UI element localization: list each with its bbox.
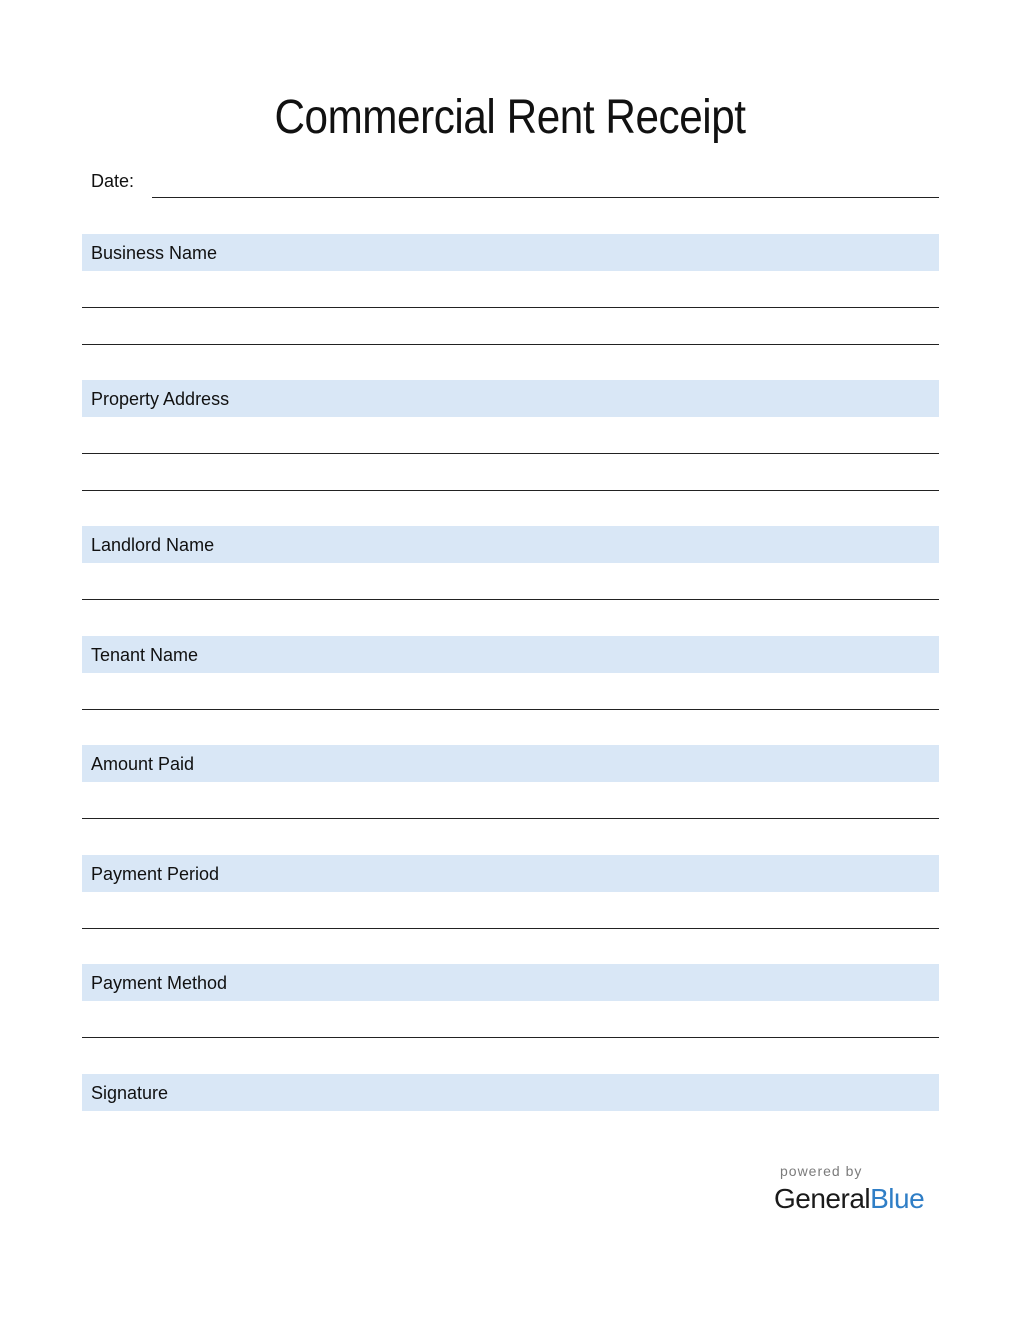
powered-by-text: powered by <box>780 1163 863 1179</box>
section-property-address <box>82 380 939 417</box>
section-label: Landlord Name <box>91 535 215 555</box>
property-address-line-2[interactable] <box>82 490 939 491</box>
page-title: Commercial Rent Receipt <box>274 91 746 144</box>
section-landlord-name <box>82 526 939 563</box>
property-address-line-1[interactable] <box>82 453 939 454</box>
section-payment-period <box>82 855 939 892</box>
date-line[interactable] <box>152 197 939 198</box>
section-tenant-name <box>82 636 939 673</box>
brand-name-blue: Blue <box>870 1183 925 1214</box>
section-label: Payment Method <box>91 973 228 993</box>
section-label: Signature <box>91 1083 169 1103</box>
payment-period-line[interactable] <box>82 928 939 929</box>
payment-method-line[interactable] <box>82 1037 939 1038</box>
amount-paid-line[interactable] <box>82 818 939 819</box>
section-signature <box>82 1074 939 1111</box>
business-name-line-2[interactable] <box>82 344 939 345</box>
section-business-name <box>82 234 939 271</box>
tenant-name-line[interactable] <box>82 709 939 710</box>
section-amount-paid <box>82 745 939 782</box>
section-label: Payment Period <box>91 864 220 884</box>
section-label: Property Address <box>91 389 230 409</box>
section-label: Business Name <box>91 243 218 263</box>
section-label: Tenant Name <box>91 645 199 665</box>
landlord-name-line[interactable] <box>82 599 939 600</box>
brand-name-general: General <box>774 1183 871 1214</box>
date-label: Date: <box>91 171 135 191</box>
section-label: Amount Paid <box>91 754 195 774</box>
brand-name <box>774 1182 924 1216</box>
business-name-line-1[interactable] <box>82 307 939 308</box>
section-payment-method <box>82 964 939 1001</box>
